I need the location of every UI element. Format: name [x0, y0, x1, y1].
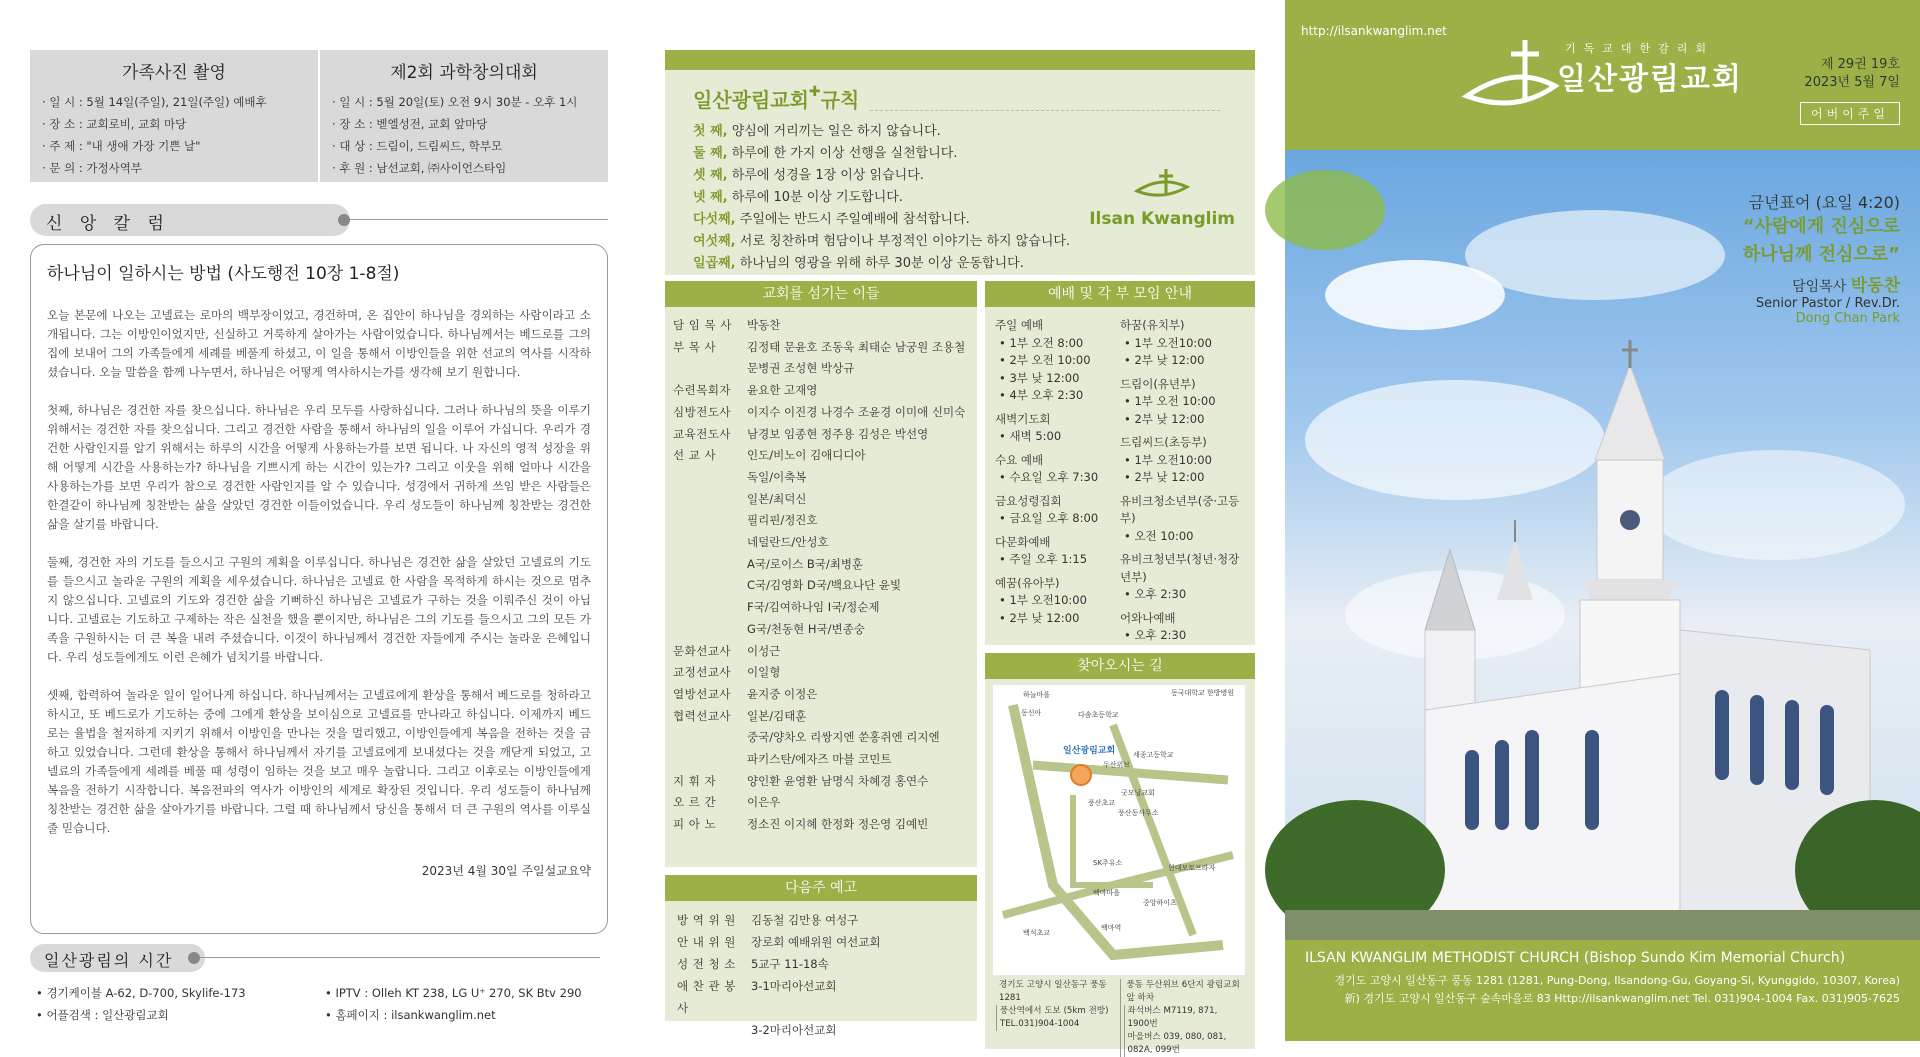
notice-item: · 문 의 : 가정사역부	[42, 157, 306, 179]
worship-header: 예배 및 각 부 모임 안내	[985, 281, 1255, 307]
staff-role: 피 아 노	[673, 817, 717, 832]
church-address: 경기도 고양시 일산동구 풍동 1281 (1281, Pung-Dong, Ilsandong-Gu, Goyang-Si, Kyunggido, 10307, Korea) 新) 경기도 고양시 일산동구 숲속마을로 83 Http://ilsankwanglim.net Tel. 031)904-1004 Fax. 031)905-7625	[1334, 974, 1900, 1005]
church-name-en: ILSAN KWANGLIM METHODIST CHURCH (Bishop Sundo Kim Memorial Church)	[1305, 950, 1846, 966]
broadcast-item: • 어플검색 : 일산광림교회	[36, 1004, 319, 1026]
staff-row	[673, 315, 969, 337]
notice-item: · 장 소 : 교회로비, 교회 마당	[42, 113, 306, 135]
worship-time: • 1부 오전10:00	[1124, 335, 1212, 350]
staff-row	[673, 749, 969, 771]
rule-item: 셋 째, 하루에 성경을 1장 이상 읽습니다.	[693, 168, 924, 183]
rule-item: 둘 째, 하루에 한 가지 이상 선행을 실천합니다.	[693, 146, 958, 161]
issue-date: 2023년 5월 7일	[1804, 75, 1900, 90]
staff-role: 안 내 위 원	[677, 935, 736, 949]
staff-list	[665, 307, 977, 867]
staff-role	[673, 489, 747, 511]
notice-item: · 장 소 : 벧엘성전, 교회 앞마당	[332, 113, 596, 135]
staff-row	[673, 727, 969, 749]
worship-group-name: 주일 예배	[995, 318, 1044, 332]
worship-time: • 4부 오후 2:30	[999, 388, 1084, 402]
staff-role	[673, 510, 747, 532]
rule-item: 일곱째, 하나님의 영광을 위해 하루 30분 이상 운동합니다.	[693, 256, 1024, 271]
map-label: 하늘마을	[1023, 691, 1051, 699]
staff-role: 지 휘 자	[673, 773, 717, 788]
broadcast-item: • 경기케이블 A-62, D-700, Skylife-173	[36, 982, 319, 1004]
directions-header: 찾아오시는 길	[985, 653, 1255, 679]
worship-time: • 3부 낮 12:00	[999, 370, 1080, 385]
worship-group-name: 금요성령집회	[995, 493, 1062, 508]
staff-row	[673, 445, 969, 467]
notice-item: · 대 상 : 드림이, 드림씨드, 학부모	[332, 135, 596, 157]
staff-role	[673, 749, 747, 771]
map-label: 두산위브	[1103, 761, 1131, 769]
staff-names: 네덜란드/안성호	[747, 535, 829, 550]
worship-time: • 새벽 5:00	[999, 429, 1062, 443]
staff-role: 심방전도사	[673, 404, 732, 419]
staff-role: 교정선교사	[673, 665, 732, 680]
staff-names: 중국/양차오 리쌍지엔 쑨홍쥐엔 리지엔	[747, 730, 940, 745]
rules-divider	[870, 110, 1220, 111]
staff-row	[673, 358, 969, 380]
staff-names: 문병권 조성현 박상규	[747, 361, 855, 376]
staff-names: 장로회 예배위원 여선교회	[751, 935, 881, 949]
map-label: 백마역	[1101, 924, 1122, 932]
staff-row	[673, 662, 969, 684]
map-label: 동국대학교 한방병원	[1171, 689, 1235, 697]
church-logo-small	[1089, 165, 1235, 229]
staff-names: 이성근	[747, 643, 781, 658]
directions-panel	[985, 679, 1255, 1055]
staff-names: A국/로이스 B국/최병훈	[747, 556, 864, 571]
cover-url[interactable]: http://ilsankwanglim.net	[1301, 24, 1447, 38]
worship-time: • 금요일 오후 8:00	[999, 511, 1099, 525]
pastor-title-en: Senior Pastor / Rev.Dr.	[1755, 296, 1900, 311]
notice-science-contest	[318, 50, 608, 182]
denomination: 기독교대한감리회	[1565, 42, 1715, 55]
staff-role	[673, 597, 747, 619]
staff-names: 박동찬	[747, 318, 781, 332]
map-caption-right: 풍동 두산위브 6단지 광림교회 앞 하차 좌석버스 M7119, 871, 1900번 마을버스 039, 080, 081, 082A, 099번	[1120, 979, 1248, 1057]
pastor-name-en: Dong Chan Park	[1795, 311, 1900, 326]
logo-text: Ilsan Kwanglim	[1089, 209, 1235, 229]
staff-names: 김동철 김만용 여성구	[751, 913, 859, 927]
church-name: 일산광림교회	[1557, 62, 1743, 97]
worship-left	[995, 317, 1120, 635]
info-grid	[665, 281, 1255, 1055]
staff-role	[673, 554, 747, 576]
middle-column	[665, 50, 1255, 1055]
section-title: 신 앙 칼 럼	[30, 204, 350, 236]
staff-row	[673, 467, 969, 489]
staff-row	[673, 575, 969, 597]
staff-role	[673, 727, 747, 749]
staff-role: 협력선교사	[673, 708, 732, 723]
map-label: 풍산동사무소	[1118, 809, 1159, 817]
notice-family-photo	[30, 50, 318, 182]
church-location-marker	[1071, 765, 1091, 785]
map-label: 풍산초교	[1088, 799, 1116, 807]
section-divider	[350, 219, 608, 220]
church-emblem-icon	[1132, 165, 1192, 205]
staff-row	[677, 1019, 965, 1041]
map-label: 세종고등학교	[1133, 751, 1174, 759]
next-week-list	[665, 901, 977, 1037]
worship-time: • 오전 10:00	[1124, 528, 1194, 543]
notice-item: · 주 제 : "내 생애 가장 기쁜 날"	[42, 135, 306, 157]
staff-row	[673, 771, 969, 793]
staff-row	[673, 532, 969, 554]
staff-names: 남경보 임종현 정주용 김성은 박선영	[747, 426, 929, 441]
staff-names: 3-1마리아선교회	[751, 979, 837, 993]
staff-role: 문화선교사	[673, 643, 732, 658]
notice-item: · 일 시 : 5월 14일(주일), 21일(주일) 예배후	[42, 91, 306, 113]
rule-item: 다섯째, 주일에는 반드시 주일예배에 참석합니다.	[693, 212, 970, 227]
staff-role	[673, 619, 747, 641]
pastor-name: 담임목사 박동찬	[1792, 276, 1900, 296]
location-map[interactable]	[993, 685, 1245, 975]
staff-names: 김정태 문윤호 조동욱 최태순 남궁원 조용철	[747, 339, 966, 354]
staff-names: 이일형	[747, 665, 781, 680]
staff-row	[673, 337, 969, 359]
notice-title: 제2회 과학창의대회	[390, 63, 538, 83]
motto-reference: 금년표어 (요일 4:20)	[1748, 193, 1900, 212]
left-panels	[665, 281, 977, 1049]
staff-names: 인도/비노이 김애디디아	[747, 448, 866, 463]
staff-row	[677, 909, 965, 931]
staff-names: 양인환 윤영환 남명식 차혜경 홍연수	[747, 773, 929, 788]
left-column	[30, 50, 608, 1026]
worship-group-name: 새벽기도회	[995, 411, 1051, 426]
church-rules	[665, 70, 1255, 275]
broadcast-info	[30, 982, 608, 1026]
section-divider	[200, 957, 600, 958]
worship-time: • 2부 낮 12:00	[999, 610, 1080, 625]
staff-row	[673, 554, 969, 576]
worship-time: • 수요일 오후 7:30	[999, 470, 1099, 484]
worship-group-name: 드림씨드(초등부)	[1120, 435, 1207, 449]
broadcast-section-header	[30, 944, 608, 972]
map-label: 현대모토프라자	[1168, 864, 1216, 872]
sunday-badge: 어버이주일	[1800, 102, 1900, 125]
staff-row	[677, 931, 965, 953]
staff-names: C국/김영화 D국/백요나단 윤빛	[747, 578, 902, 593]
rule-item: 여섯째, 서로 칭찬하며 험담이나 부정적인 이야기는 하지 않습니다.	[693, 234, 1071, 249]
staff-role: 오 르 간	[673, 795, 717, 810]
staff-names: 정소진 이지혜 한정화 정은영 김예빈	[747, 817, 929, 832]
map-label: 굿모닝교회	[1121, 789, 1155, 797]
worship-time: • 1부 오전 8:00	[999, 335, 1084, 350]
column-paragraph: 둘째, 경건한 자의 기도를 들으시고 구원의 계획을 이루십니다. 하나님은 경건한 삶을 살았던 고넬료의 기도를 들으시고 놀라운 구원의 계획을 세우셨습니다. 하나님은 고넬료 한 사람을 목적하게 하시는 것으로 멈추지 않으십니다. 고넬료의 기도와 경건한 삶을 기뻐하신 하나님은 고넬료가 구하는 것을 이뤄주신 것이 아닙니다. 고넬료는 기도하고 구제하는 작은 실천을 했을 뿐이지만, 하나님은 그의 기도를 들으시고 그의 모든 가족을 구원하시는 더 큰 복을 내려 주셨습니다. 이것이 하나님께서 경건한 자들에게 주시는 놀라운 은혜입니다. 우리 성도들에게도 이런 은혜가 넘치기를 바랍니다.	[47, 555, 591, 664]
worship-group-name: 어와나예배	[1120, 610, 1176, 625]
staff-role: 수련목회자	[673, 383, 732, 398]
motto-line: 하나님께 전심으로”	[1742, 244, 1900, 265]
staff-row	[673, 792, 969, 814]
staff-role	[677, 1019, 751, 1041]
staff-role	[673, 532, 747, 554]
staff-row	[673, 424, 969, 446]
worship-group-name: 예꿈(유아부)	[995, 575, 1060, 590]
staff-header: 교회를 섬기는 이들	[665, 281, 977, 307]
staff-names: 필리핀/정진호	[747, 513, 818, 528]
staff-names: 5교구 11-18속	[751, 957, 829, 971]
next-week-header: 다음주 예고	[665, 875, 977, 901]
staff-row	[673, 641, 969, 663]
issue-number: 제 29권 19호	[1820, 57, 1900, 72]
broadcast-item: • 홈페이지 : ilsankwanglim.net	[325, 1004, 608, 1026]
staff-names: 일본/김태훈	[747, 708, 807, 723]
map-label: SK주유소	[1093, 859, 1123, 867]
staff-names: 독일/이축복	[747, 469, 807, 484]
worship-time: • 1부 오전10:00	[999, 593, 1087, 607]
staff-names: 윤지중 이정은	[747, 686, 818, 701]
column-section-header	[30, 204, 608, 236]
section-dot	[188, 952, 200, 964]
map-label: 백석초교	[1023, 929, 1051, 937]
worship-group-name: 다문화예배	[995, 534, 1051, 549]
staff-names: 일본/최덕신	[747, 491, 807, 506]
staff-row	[673, 402, 969, 424]
notice-box	[30, 50, 608, 182]
rule-item: 첫 째, 양심에 거리끼는 일은 하지 않습니다.	[693, 124, 941, 139]
column-paragraph: 첫째, 하나님은 경건한 자를 찾으십니다. 하나님은 우리 모두를 사랑하십니다. 그러나 하나님의 뜻을 이루기 위해서는 경건한 자를 찾으십니다. 그리고 경건한 사람을 통해서 하나님의 일을 이루어 가십니다. 우리가 경건한 사람인지를 알기 위해서는 하루의 시간을 어떻게 사용하는가를 보면 됩니다. 나 자신의 영적 성장을 위해 어떻게 시간을 사용하는가? 하나님을 기쁘시게 하는 시간이 있는가? 그리고 이웃을 위해 얼마나 시간을 사용하는가를 보면 우리가 참으로 경건한 사람인지를 알 수 있습니다. 성경에서 귀하게 쓰임 받은 사람들은 한결같이 하나님께 칭찬받는 삶을 살았던 경건한 이들이었습니다. 우리 성도들이 하나님께 칭찬받는 경건한 삶을 살기를 바랍니다.	[47, 403, 591, 531]
faith-column	[30, 244, 608, 934]
motto-line: “사람에게 진심으로	[1742, 216, 1900, 237]
staff-names: 윤요한 고재영	[747, 383, 818, 398]
worship-time: • 1부 오전10:00	[1124, 452, 1212, 467]
staff-row	[673, 597, 969, 619]
staff-role: 애 찬 관 봉 사	[677, 979, 736, 1015]
staff-role: 방 역 위 원	[677, 913, 736, 927]
staff-row	[673, 380, 969, 402]
worship-group-name: 드림이(유년부)	[1120, 376, 1196, 391]
worship-time: • 1부 오전 10:00	[1124, 394, 1216, 408]
right-panels	[985, 281, 1255, 1055]
staff-row	[673, 510, 969, 532]
worship-time: • 2부 낮 12:00	[1124, 353, 1205, 367]
staff-names: F국/김여하나임 I국/정순제	[747, 600, 880, 615]
rules-title-prefix: 일산광림교회	[693, 88, 809, 112]
rules-title-suffix: 규칙	[820, 88, 860, 112]
worship-group-name: 유비크청년부(청년·청장년부)	[1120, 552, 1240, 584]
staff-row	[673, 684, 969, 706]
staff-row	[673, 619, 969, 641]
staff-names: 파키스탄/에자즈 마블 코민트	[747, 752, 892, 767]
year-motto	[1743, 190, 1900, 326]
staff-role: 부 목 사	[673, 339, 717, 354]
worship-time: • 오후 2:30	[1124, 587, 1187, 601]
staff-row	[673, 489, 969, 511]
worship-time: • 오후 2:30	[1124, 628, 1187, 642]
notice-item: · 후 원 : 남선교회, ㈜사이언스타임	[332, 157, 596, 179]
cover-footer	[1285, 940, 1920, 1041]
staff-names: 3-2마리아선교회	[751, 1023, 837, 1037]
issue-info	[1804, 56, 1900, 92]
worship-time: • 2부 오전 10:00	[999, 353, 1091, 367]
section-title: 일산광림의 시간	[30, 944, 205, 972]
map-label: 동신아	[1021, 709, 1042, 717]
column-title: 하나님이 일하시는 방법 (사도행전 10장 1-8절)	[47, 264, 400, 284]
staff-role	[673, 467, 747, 489]
staff-names: G국/천동현 H국/변종숭	[747, 621, 865, 636]
worship-time: • 2부 낮 12:00	[1124, 411, 1205, 426]
notice-title: 가족사진 촬영	[122, 63, 226, 83]
staff-row	[673, 814, 969, 836]
map-label: 다솜초등학교	[1078, 711, 1119, 719]
column-date: 2023년 4월 30일 주일설교요약	[421, 864, 591, 878]
worship-group-name: 수요 예배	[995, 452, 1044, 467]
staff-row	[677, 975, 965, 1019]
staff-role: 선 교 사	[673, 448, 717, 463]
map-label: 중앙하이츠	[1143, 899, 1177, 907]
worship-group-name: 하꿈(유치부)	[1120, 318, 1185, 332]
map-caption-left: 경기도 고양시 일산동구 풍동 1281 풍산역에서 도보 (5km 전방) TEL.031)904-1004	[993, 979, 1120, 1057]
column-paragraph: 오늘 본문에 나오는 고넬료는 로마의 백부장이었고, 경건하며, 온 집안이 하나님을 경외하는 사람이라고 소개됩니다. 그는 이방인이었지만, 신실하고 거룩하게 살아가는 사람이었습니다. 하나님께서는 베드로를 그의 집에 보내어 그의 가족들에게 세례를 베풀게 하셨고, 이 일을 통해서 이방인들을 위한 선교의 역사를 시작하셨습니다. 오늘 말씀을 함께 나누면서, 하나님은 어떻게 역사하시는가를 생각해 보기 원합니다.	[47, 308, 591, 379]
staff-role: 열방선교사	[673, 686, 732, 701]
column-paragraph: 셋째, 합력하여 놀라운 일이 일어나게 하십니다. 하나님께서는 고넬료에게 환상을 통해서 베드로를 청하라고 하시고, 또 베드로가 기도하는 중에 그에게 환상을 보이심으로 고넬료를 만나라고 하십니다. 이제까지 베드로는 율법을 철저하게 지키기 위해서 이방인을 만나는 것을 멀리했고, 이방인들에게 복음을 전하는 것을 금하고 있었습니다. 그런데 환상을 통해서 하나님께서 자기를 고넬료에게 보내셨다는 것을 깨닫게 되었고, 고넬료의 가족들에게 세례를 베풀 때 성령이 임하는 것을 보고 매우 놀랍니다. 그리고 이후로는 이방인들에게 복음을 전하기 시작합니다. 복음전파의 역사가 이방인의 세계로 확장된 것입니다. 우리 성도들이 하나님께 칭찬받는 경건한 삶을 살아가기를 바랍니다. 그럴 때 하나님께서 당신을 통해서 더 큰 구원의 역사를 이루실 줄 믿습니다.	[47, 688, 591, 835]
rule-item: 넷 째, 하루에 10분 이상 기도합니다.	[693, 190, 903, 205]
staff-role: 담 임 목 사	[673, 318, 732, 332]
staff-role	[673, 575, 747, 597]
map-label: 일산광림교회	[1063, 746, 1116, 756]
cover-column	[1285, 0, 1920, 1041]
staff-role: 교육전도사	[673, 426, 732, 441]
staff-role	[673, 358, 747, 380]
map-caption	[993, 979, 1247, 1057]
rules-title	[693, 84, 1227, 113]
worship-time: • 2부 낮 12:00	[1124, 470, 1205, 484]
worship-schedule	[985, 307, 1255, 645]
map-label: 백마마을	[1093, 889, 1121, 897]
worship-time: • 주일 오후 1:15	[999, 552, 1088, 566]
section-dot	[338, 214, 350, 226]
staff-row	[677, 953, 965, 975]
staff-role: 성 전 청 소	[677, 957, 736, 971]
broadcast-item: • IPTV : Olleh KT 238, LG U⁺ 270, SK Btv 290	[325, 982, 608, 1004]
notice-item: · 일 시 : 5월 20일(토) 오전 9시 30분 - 오후 1시	[332, 91, 596, 113]
cross-icon: ✚	[808, 84, 821, 100]
staff-names: 이지수 이진경 나경수 조윤경 이미애 신미숙	[747, 404, 966, 419]
rules-top-bar	[665, 50, 1255, 70]
worship-right	[1120, 317, 1245, 642]
worship-group-name: 유비크청소년부(중·고등부)	[1120, 493, 1240, 525]
staff-names: 이은우	[747, 795, 781, 810]
staff-row	[673, 706, 969, 728]
